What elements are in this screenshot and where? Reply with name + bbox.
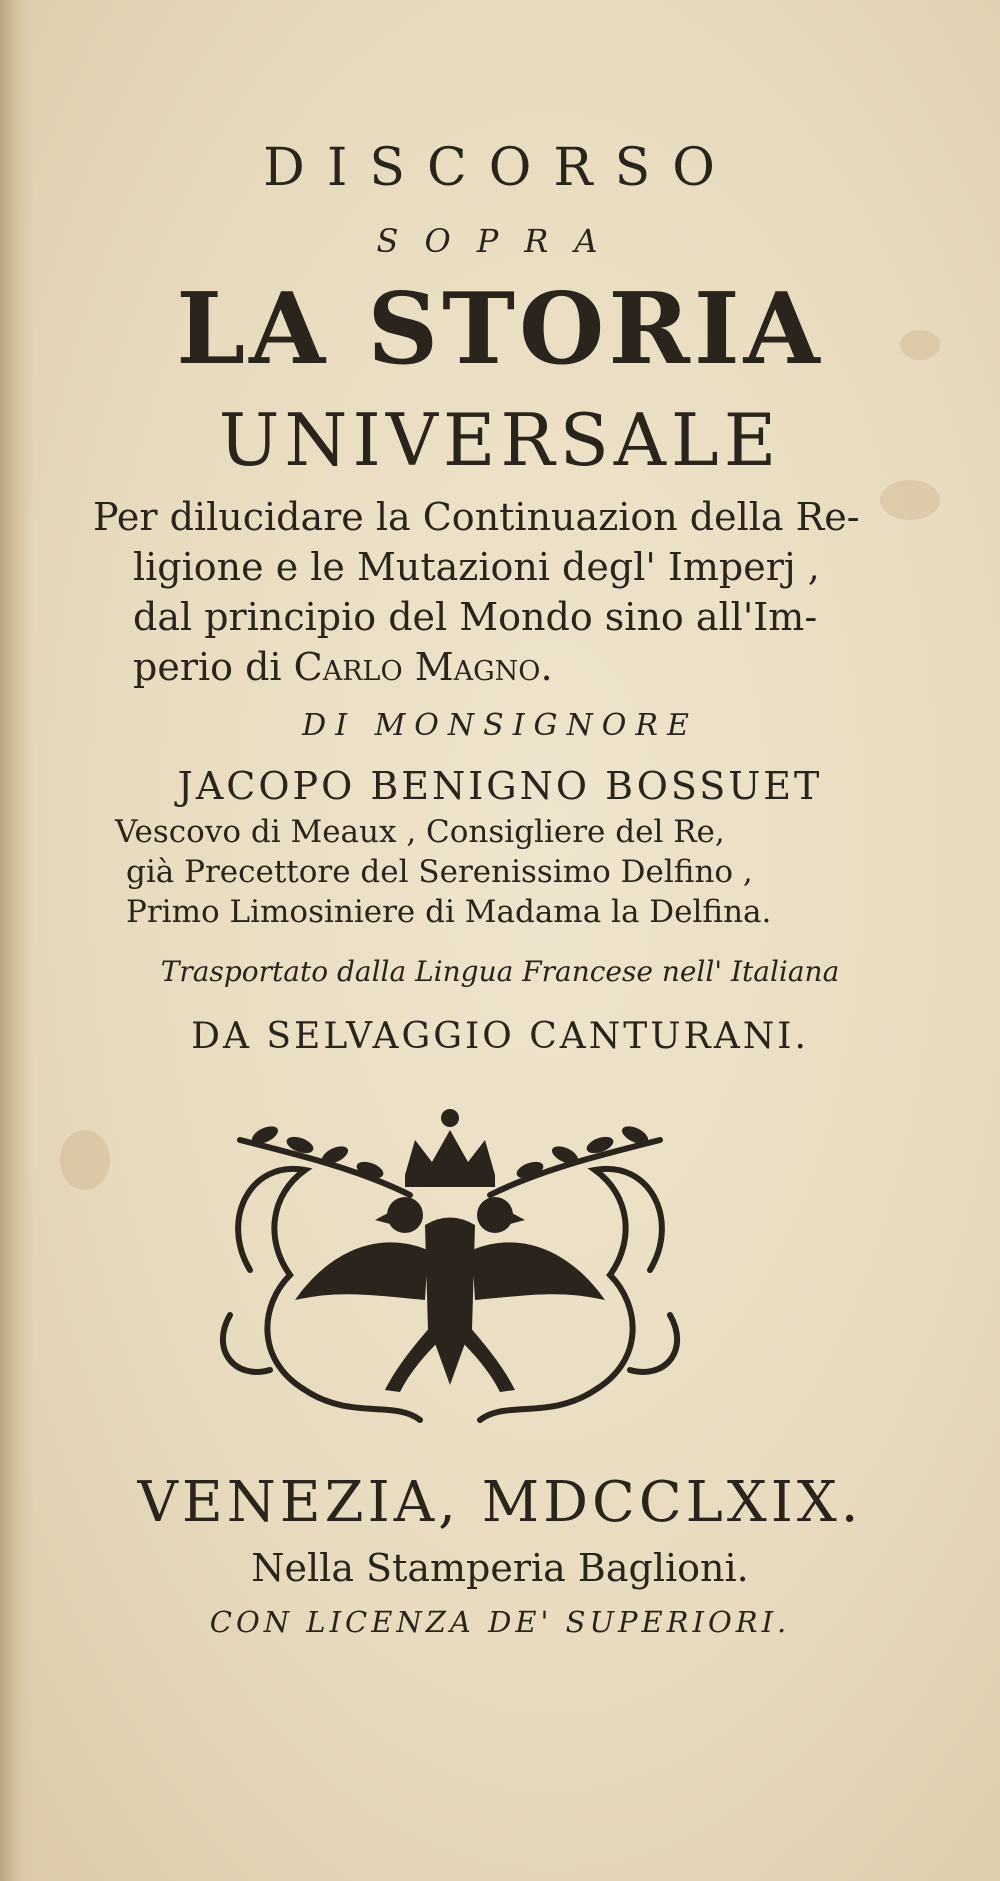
title-discorso: DISCORSO	[263, 138, 737, 198]
author-title-3: Primo Limosiniere di Madama la Delfina.	[126, 894, 772, 930]
subtitle-line-2: ligione e le Mutazioni degl' Imperj ,	[133, 545, 820, 589]
by-line: DI MONSIGNORE	[302, 708, 698, 743]
subtitle-line-4-prefix: perio di	[133, 645, 294, 689]
translator: DA SELVAGGIO CANTURANI.	[191, 1016, 809, 1057]
title-universale: UNIVERSALE	[218, 398, 782, 482]
imprint-license: CON LICENZA DE' SUPERIORI.	[209, 1605, 791, 1639]
translation-note: Trasportato dalla Lingua Francese nell' Italiana	[160, 955, 840, 988]
title-sopra: SOPRA	[376, 222, 624, 260]
author-title-2: già Precettore del Serenissimo Delfino ,	[126, 854, 753, 890]
subtitle-carlo-magno: Carlo Magno.	[293, 645, 553, 689]
subtitle-line-4	[133, 645, 903, 689]
double-headed-eagle-crest-icon	[210, 1100, 690, 1445]
imprint-place-year: VENEZIA, MDCCLXIX.	[137, 1470, 863, 1535]
author-title-1: Vescovo di Meaux , Consigliere del Re,	[115, 814, 725, 850]
foxing-stain	[60, 1130, 110, 1190]
author-name: JACOPO BENIGNO BOSSUET	[177, 764, 823, 808]
title-la-storia: LA STORIA	[176, 272, 824, 387]
subtitle-line-3: dal principio del Mondo sino all'Im-	[133, 595, 818, 639]
foxing-stain	[880, 480, 940, 520]
subtitle-line-1: Per dilucidare la Continuazion della Re-	[93, 495, 860, 539]
imprint-printer: Nella Stamperia Baglioni.	[251, 1546, 749, 1590]
